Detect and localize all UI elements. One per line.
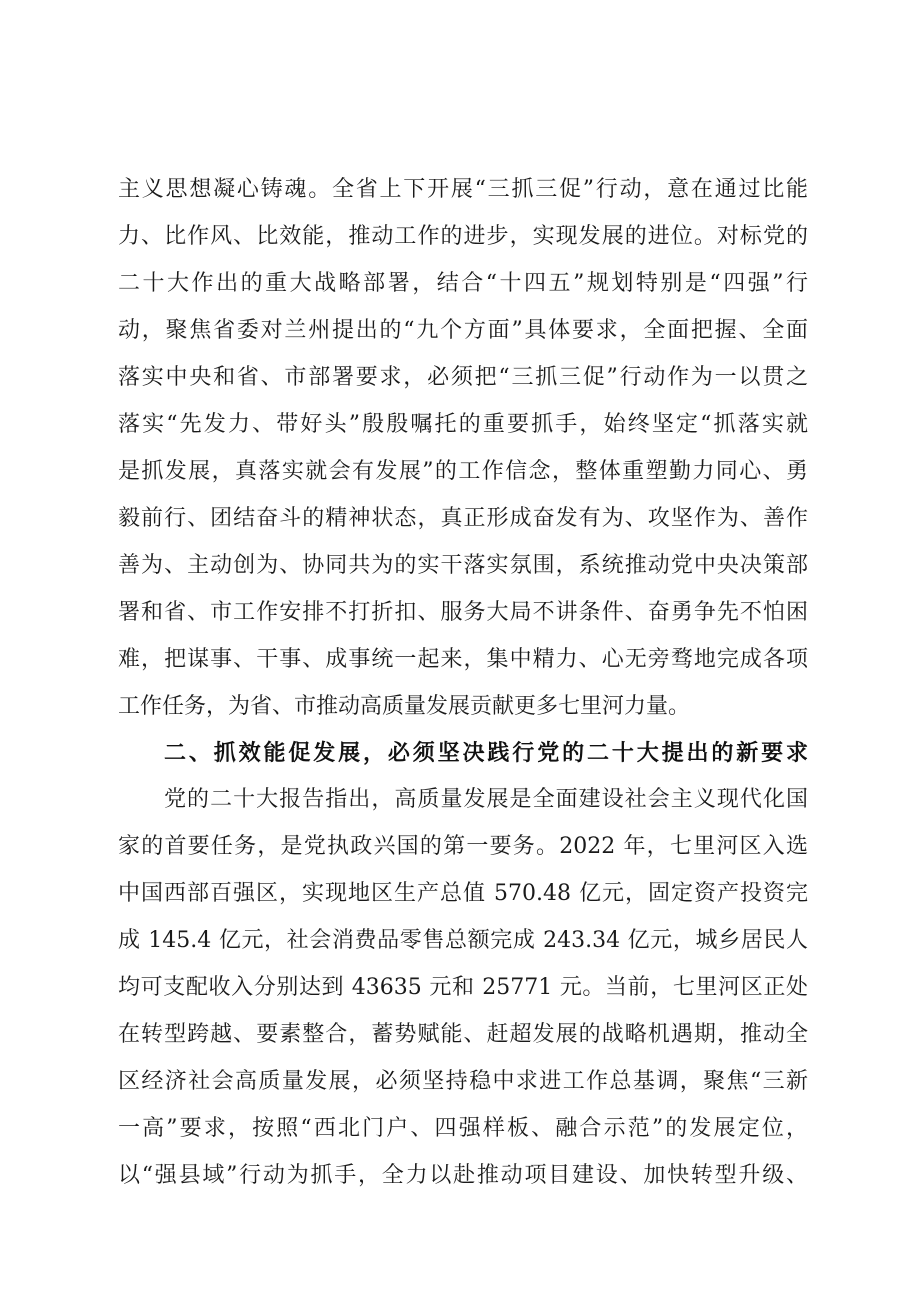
paragraph-2-line-3: 中国西部百强区，实现地区生产总值 570.48 亿元，固定资产投资完 (118, 881, 808, 906)
paragraph-1-line-12: 工作任务，为省、市推动高质量发展贡献更多七里河力量。 (118, 694, 691, 719)
paragraph-1-line-8: 毅前行、团结奋斗的精神状态，真正形成奋发有为、攻坚作为、善作 (118, 506, 808, 531)
paragraph-1-line-9: 善为、主动创为、协同共为的实干落实氛围，系统推动党中央决策部 (118, 553, 808, 578)
paragraph-2-line-6: 在转型跨越、要素整合，蓄势赋能、赶超发展的战略机遇期，推动全 (118, 1022, 808, 1047)
paragraph-1-line-2: 力、比作风、比效能，推动工作的进步，实现发展的进位。对标党的 (118, 224, 808, 249)
paragraph-2-line-4: 成 145.4 亿元，社会消费品零售总额完成 243.34 亿元，城乡居民人 (118, 928, 808, 953)
paragraph-2-line-9: 以“强县域”行动为抓手，全力以赴推动项目建设、加快转型升级、 (118, 1163, 808, 1188)
paragraph-1-line-11: 难，把谋事、干事、成事统一起来，集中精力、心无旁骛地完成各项 (118, 647, 808, 672)
paragraph-1-line-7: 是抓发展，真落实就会有发展”的工作信念，整体重塑勤力同心、勇 (118, 459, 808, 484)
paragraph-1-line-5: 落实中央和省、市部署要求，必须把“三抓三促”行动作为一以贯之 (118, 365, 808, 390)
paragraph-2-line-8: 一高”要求，按照“西北门户、四强样板、融合示范”的发展定位， (118, 1116, 808, 1141)
paragraph-1-line-10: 署和省、市工作安排不打折扣、服务大局不讲条件、奋勇争先不怕困 (118, 600, 808, 625)
paragraph-2-line-1: 党的二十大报告指出，高质量发展是全面建设社会主义现代化国 (164, 787, 808, 812)
paragraph-2-line-7: 区经济社会高质量发展，必须坚持稳中求进工作总基调，聚焦“三新 (118, 1069, 808, 1094)
paragraph-1-line-4: 动，聚焦省委对兰州提出的“九个方面”具体要求，全面把握、全面 (118, 318, 808, 343)
paragraph-1-line-1: 主义思想凝心铸魂。全省上下开展“三抓三促”行动，意在通过比能 (118, 177, 808, 202)
paragraph-1-line-3: 二十大作出的重大战略部署，结合“十四五”规划特别是“四强”行 (118, 271, 808, 296)
paragraph-2-line-5: 均可支配收入分别达到 43635 元和 25771 元。当前，七里河区正处 (118, 975, 808, 1000)
section-heading: 二、抓效能促发展，必须坚决践行党的二十大提出的新要求 (164, 741, 808, 766)
paragraph-2-line-2: 家的首要任务，是党执政兴国的第一要务。2022 年，七里河区入选 (118, 834, 808, 859)
paragraph-1-line-6: 落实“先发力、带好头”殷殷嘱托的重要抓手，始终坚定“抓落实就 (118, 412, 808, 437)
